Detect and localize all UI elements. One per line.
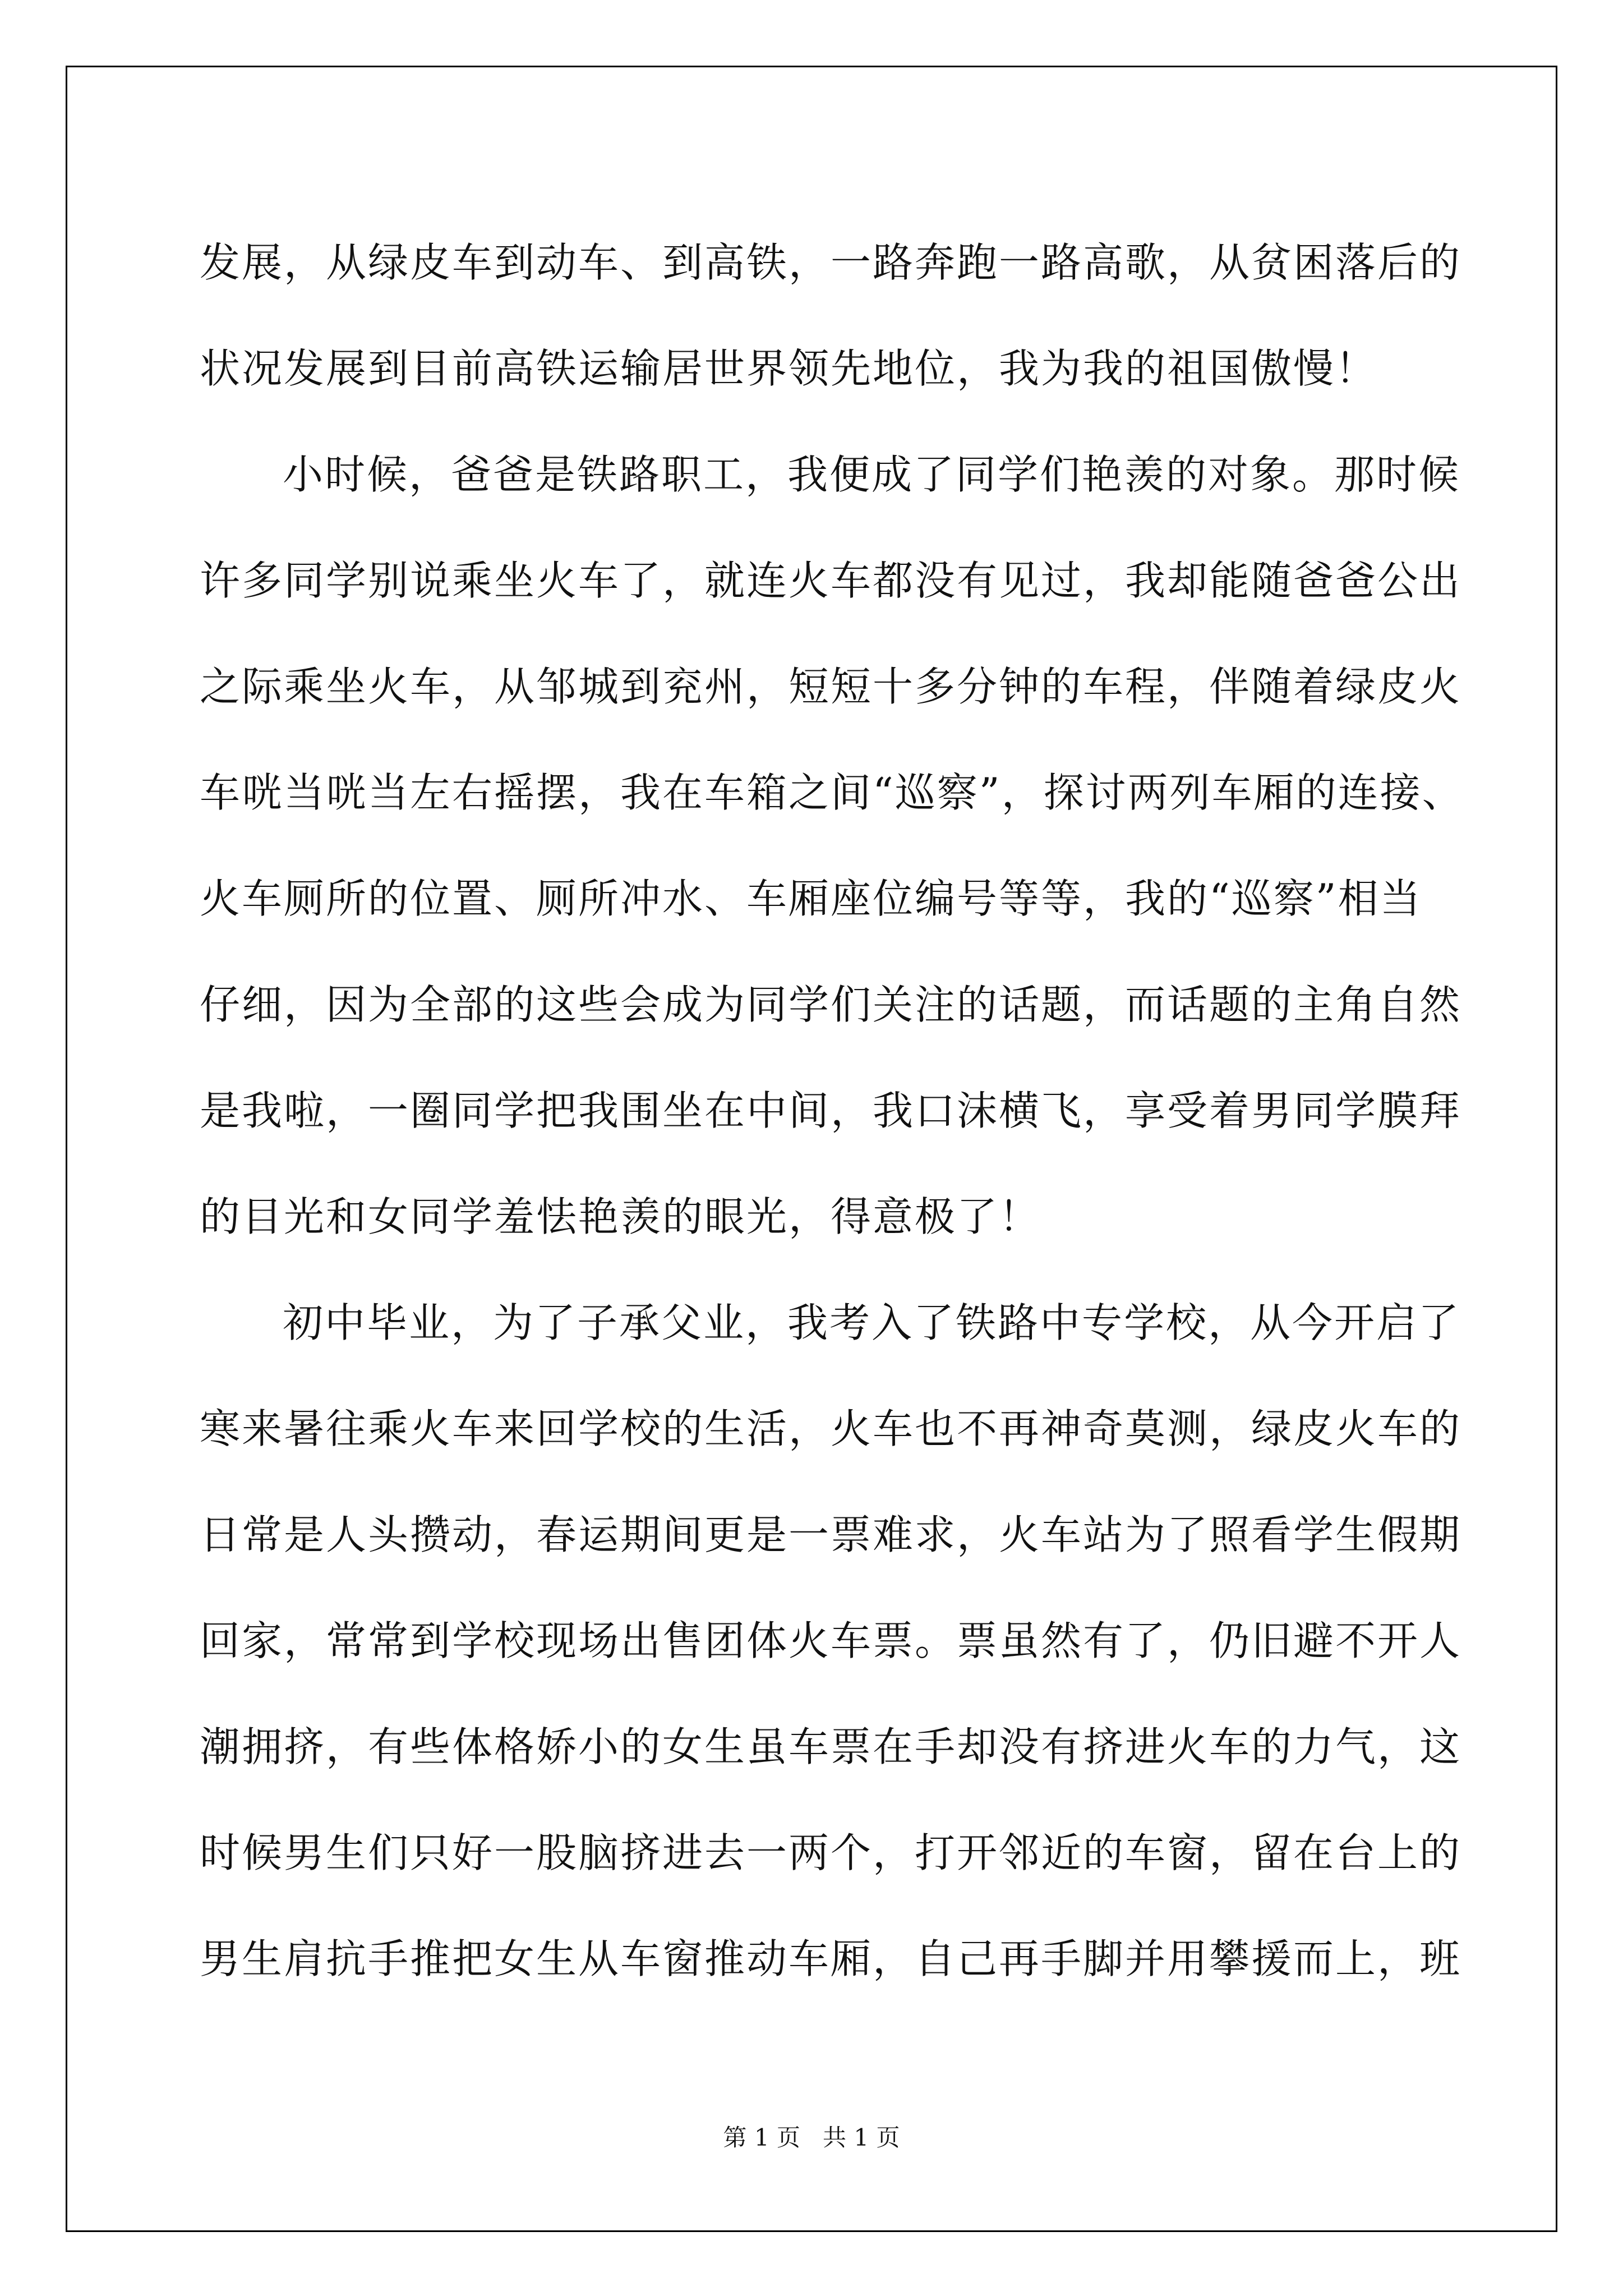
text-line: 寒来暑往乘火车来回学校的生活，火车也不再神奇莫测，绿皮火车的 xyxy=(200,1405,1462,1452)
text-line: 的目光和女同学羞怯艳羡的眼光，得意极了！ xyxy=(200,1193,1041,1240)
text-line: 潮拥挤，有些体格娇小的女生虽车票在手却没有挤进火车的力气，这 xyxy=(200,1723,1462,1770)
text-line: 许多同学别说乘坐火车了，就连火车都没有见过，我却能随爸爸公出 xyxy=(200,557,1462,604)
paragraph-start-line: 小时候，爸爸是铁路职工，我便成了同学们艳羡的对象。那时候 xyxy=(283,451,1461,498)
text-line: 回家，常常到学校现场出售团体火车票。票虽然有了，仍旧避不开人 xyxy=(200,1617,1462,1664)
document-body xyxy=(200,210,1464,2012)
text-line: 时候男生们只好一股脑挤进去一两个，打开邻近的车窗，留在台上的 xyxy=(200,1829,1462,1876)
paragraph-start-line: 初中毕业，为了子承父业，我考入了铁路中专学校，从今开启了 xyxy=(283,1299,1461,1346)
page-footer: 第 1 页 共 1 页 xyxy=(723,2124,900,2151)
text-line: 之际乘坐火车，从邹城到兖州，短短十多分钟的车程，伴随着绿皮火 xyxy=(200,663,1462,710)
text-line: 是我啦，一圈同学把我围坐在中间，我口沫横飞，享受着男同学膜拜 xyxy=(200,1087,1462,1134)
text-line: 男生肩抗手推把女生从车窗推动车厢，自己再手脚并用攀援而上，班 xyxy=(200,1935,1462,1982)
text-line: 日常是人头攒动，春运期间更是一票难求，火车站为了照看学生假期 xyxy=(200,1511,1462,1558)
text-line: 仔细，因为全部的这些会成为同学们关注的话题，而话题的主角自然 xyxy=(200,981,1462,1028)
text-line: 火车厕所的位置、厕所冲水、车厢座位编号等等，我的“巡察”相当 xyxy=(200,875,1422,922)
text-line: 车咣当咣当左右摇摆，我在车箱之间“巡察”，探讨两列车厢的连接、 xyxy=(200,769,1464,816)
text-line: 状况发展到目前高铁运输居世界领先地位，我为我的祖国傲慢！ xyxy=(200,345,1378,392)
text-line: 发展，从绿皮车到动车、到高铁，一路奔跑一路高歌，从贫困落后的 xyxy=(200,239,1462,286)
